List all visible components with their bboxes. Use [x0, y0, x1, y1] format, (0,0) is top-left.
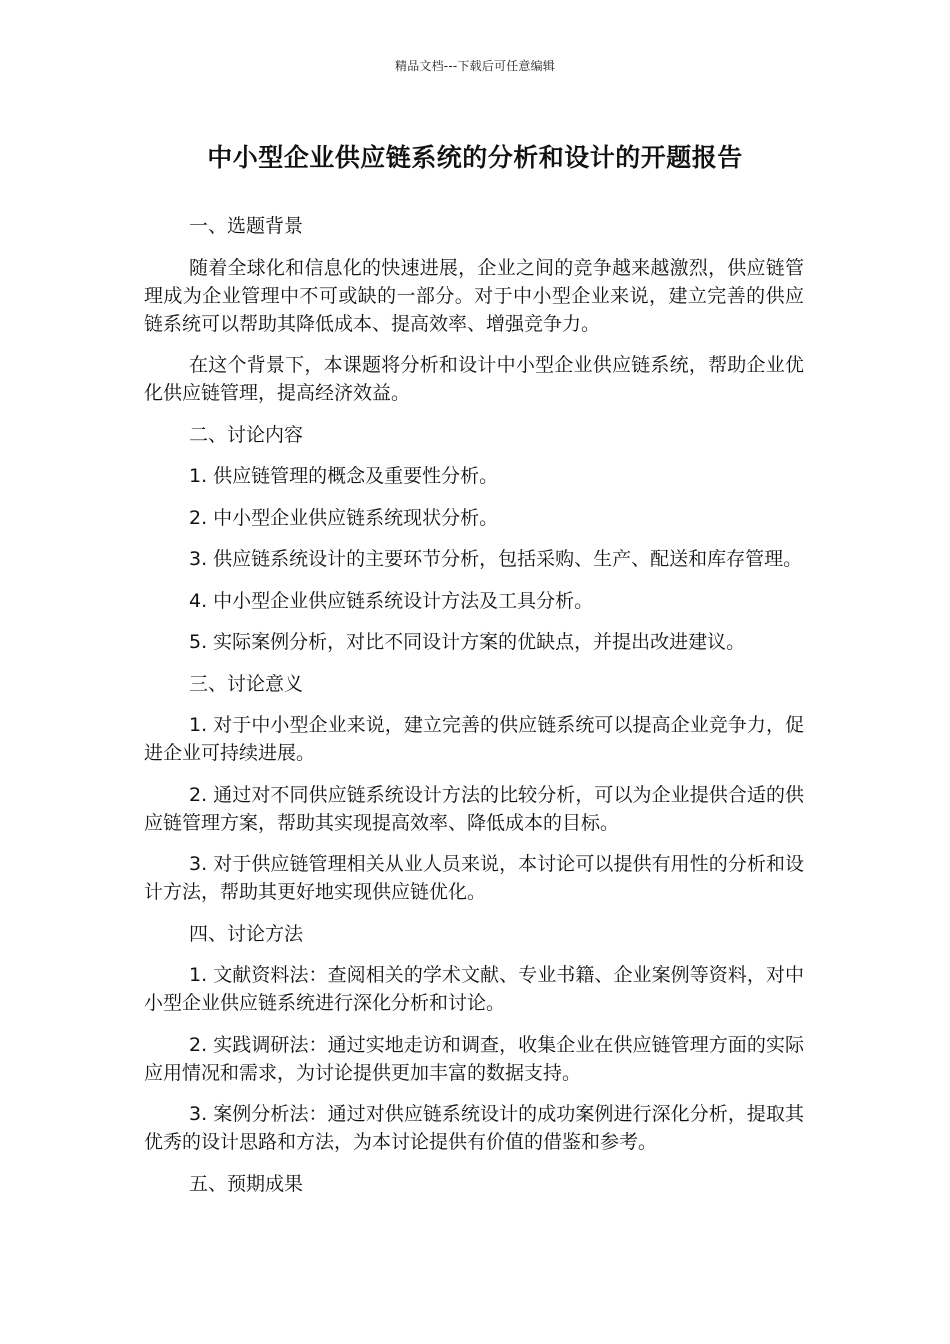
document-title: 中小型企业供应链系统的分析和设计的开题报告	[207, 143, 743, 172]
content-item-5: 5. 实际案例分析，对比不同设计方案的优缺点，并提出改进建议。	[189, 631, 746, 653]
method-item-1: 1. 文献资料法：查阅相关的学术文献、专业书籍、企业案例等资料，对中小型企业供应链系统进行深化分析和讨论。	[144, 964, 804, 1014]
significance-item-2: 2. 通过对不同供应链系统设计方法的比较分析，可以为企业提供合适的供应链管理方案，帮助其实现提高效率、降低成本的目标。	[144, 783, 804, 834]
content-item-1: 1. 供应链管理的概念及重要性分析。	[189, 465, 499, 487]
content-item-2: 2. 中小型企业供应链系统现状分析。	[189, 506, 499, 529]
section-heading-methods: 四、讨论方法	[189, 922, 304, 945]
header-note: 精品文档---下载后可任意编辑	[395, 59, 555, 73]
method-item-3: 3. 案例分析法：通过对供应链系统设计的成功案例进行深化分析，提取其优秀的设计思路和方法，为本讨论提供有价值的借鉴和参考。	[144, 1103, 804, 1153]
section-heading-significance: 三、讨论意义	[189, 672, 304, 695]
section-heading-outcomes: 五、预期成果	[189, 1172, 304, 1195]
content-item-4: 4. 中小型企业供应链系统设计方法及工具分析。	[189, 589, 594, 612]
significance-item-1: 1. 对于中小型企业来说，建立完善的供应链系统可以提高企业竞争力，促进企业可持续进展。	[144, 714, 804, 764]
section-heading-content: 二、讨论内容	[189, 423, 304, 446]
document-body	[144, 212, 804, 1211]
significance-item-3: 3. 对于供应链管理相关从业人员来说，本讨论可以提供有用性的分析和设计方法，帮助其更好地实现供应链优化。	[144, 853, 804, 903]
paragraph-background-2: 在这个背景下，本课题将分析和设计中小型企业供应链系统，帮助企业优化供应链管理，提高经济效益。	[144, 354, 804, 404]
paragraph-background-1: 随着全球化和信息化的快速进展，企业之间的竞争越来越激烈，供应链管理成为企业管理中不可或缺的一部分。对于中小型企业来说，建立完善的供应链系统可以帮助其降低成本、提高效率、增强竞争力。	[144, 256, 804, 335]
content-item-3: 3. 供应链系统设计的主要环节分析，包括采购、生产、配送和库存管理。	[189, 548, 803, 570]
section-heading-background: 一、选题背景	[189, 215, 304, 237]
method-item-2: 2. 实践调研法：通过实地走访和调查，收集企业在供应链管理方面的实际应用情况和需求，为讨论提供更加丰富的数据支持。	[144, 1033, 804, 1084]
